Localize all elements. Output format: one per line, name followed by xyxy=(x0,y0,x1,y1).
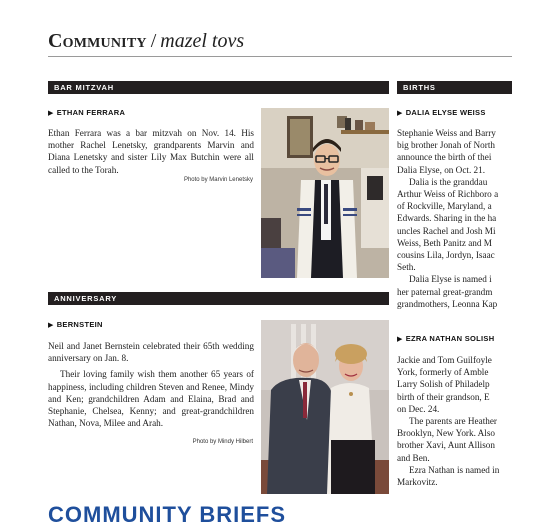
births-line: Seth. xyxy=(397,262,416,273)
bar-mitzvah-name: ETHAN FERRARA xyxy=(56,108,126,117)
page-title xyxy=(48,30,244,53)
births-article-1 xyxy=(397,127,512,313)
births-line: Ezra Nathan is named in xyxy=(409,464,500,475)
births-line: Markovitz. xyxy=(397,477,438,488)
anniversary-name-heading xyxy=(48,320,248,329)
births-line: The parents are Heather xyxy=(409,416,497,427)
title-rule xyxy=(48,56,512,57)
bar-mitzvah-photo xyxy=(261,108,389,278)
anniversary-paragraph-2: Their loving family wish them another 65 years of happiness, including children Steven and Renee, Mindy and Ken; grandchildren Adam and Elaina, Brad and Stephanie, Chelsea, Kenny; and great-grandchildren Nathan, Nova, Milee and Arah. xyxy=(48,369,254,429)
births-line: birth of their grandson, E xyxy=(397,391,490,402)
births-line: Stephanie Weiss and Barry xyxy=(397,128,496,138)
births-line: of Rockville, Maryland, a xyxy=(397,201,492,212)
births-line: uncles Rachel and Josh Mi xyxy=(397,225,496,236)
births-line: Jackie and Tom Guilfoyle xyxy=(397,355,492,365)
births-line: cousins Lila, Jordyn, Isaac xyxy=(397,250,495,261)
triangle-bullet-icon: ▶ xyxy=(48,322,54,329)
title-separator: / xyxy=(150,30,157,52)
bar-mitzvah-paragraph: Ethan Ferrara was a bar mitzvah on Nov. 14. His mother Rachel Lenetsky, grandparents Marvin and Diana Lenetsky and sister Lily Max Butchin were all called to the Torah. xyxy=(48,128,254,175)
births-line: Arthur Weiss of Richboro a xyxy=(397,189,499,200)
births-line: brother Xavi, Aunt Allison xyxy=(397,440,495,451)
bar-mitzvah-article xyxy=(48,127,254,176)
anniversary-section-bar xyxy=(48,292,389,305)
anniversary-article xyxy=(48,340,254,429)
anniversary-paragraph-1: Neil and Janet Bernstein celebrated their 65th wedding anniversary on Jan. 8. xyxy=(48,341,254,364)
bar-mitzvah-photo-credit: Photo by Marvin Lenetsky xyxy=(183,177,253,183)
births-line: her paternal great-grandm xyxy=(397,286,493,297)
births-name-heading-1 xyxy=(397,108,512,117)
anniversary-section-label: ANNIVERSARY xyxy=(54,294,118,303)
births-section-bar xyxy=(397,81,512,94)
triangle-bullet-icon: ▶ xyxy=(397,336,403,343)
births-line: Dalia Elyse is named i xyxy=(409,274,492,285)
births-line: big brother Jonah of North xyxy=(397,140,495,151)
births-line: Larry Solish of Philadelp xyxy=(397,379,490,390)
section-kicker: Community xyxy=(48,30,147,52)
births-name-1: DALIA ELYSE WEISS xyxy=(405,108,486,117)
triangle-bullet-icon: ▶ xyxy=(397,110,403,117)
bar-mitzvah-name-heading xyxy=(48,108,248,117)
bar-mitzvah-section-bar xyxy=(48,81,389,94)
births-article-2 xyxy=(397,354,512,494)
births-line: Weiss, Beth Panitz and M xyxy=(397,237,492,248)
births-line: York, formerly of Amble xyxy=(397,367,489,378)
births-line: on Dec. 24. xyxy=(397,403,440,414)
births-line: Dalia Elyse, on Oct. 21. xyxy=(397,164,486,175)
bar-mitzvah-photo-image xyxy=(261,108,389,278)
births-name-heading-2 xyxy=(397,334,512,343)
births-line: announce the birth of thei xyxy=(397,152,492,163)
births-line: Dalia is the granddau xyxy=(409,176,488,187)
births-section-label: BIRTHS xyxy=(403,83,436,92)
births-name-2: EZRA NATHAN SOLISH xyxy=(405,334,495,343)
births-line: Brooklyn, New York. Also xyxy=(397,428,496,439)
anniversary-photo xyxy=(261,320,389,494)
community-briefs-text: COMMUNITY BRIEFS xyxy=(48,502,287,527)
triangle-bullet-icon: ▶ xyxy=(48,110,54,117)
bar-mitzvah-section-label: BAR MITZVAH xyxy=(54,83,114,92)
community-briefs-heading xyxy=(48,502,287,527)
anniversary-photo-image xyxy=(261,320,389,494)
births-line: grandmothers, Leonna Kap xyxy=(397,298,498,309)
births-line: Edwards. Sharing in the ha xyxy=(397,213,497,224)
anniversary-name: BERNSTEIN xyxy=(56,320,103,329)
births-line: and Ben. xyxy=(397,452,430,463)
section-topic: mazel tovs xyxy=(160,30,245,52)
anniversary-photo-credit: Photo by Mindy Hilbert xyxy=(192,439,253,445)
